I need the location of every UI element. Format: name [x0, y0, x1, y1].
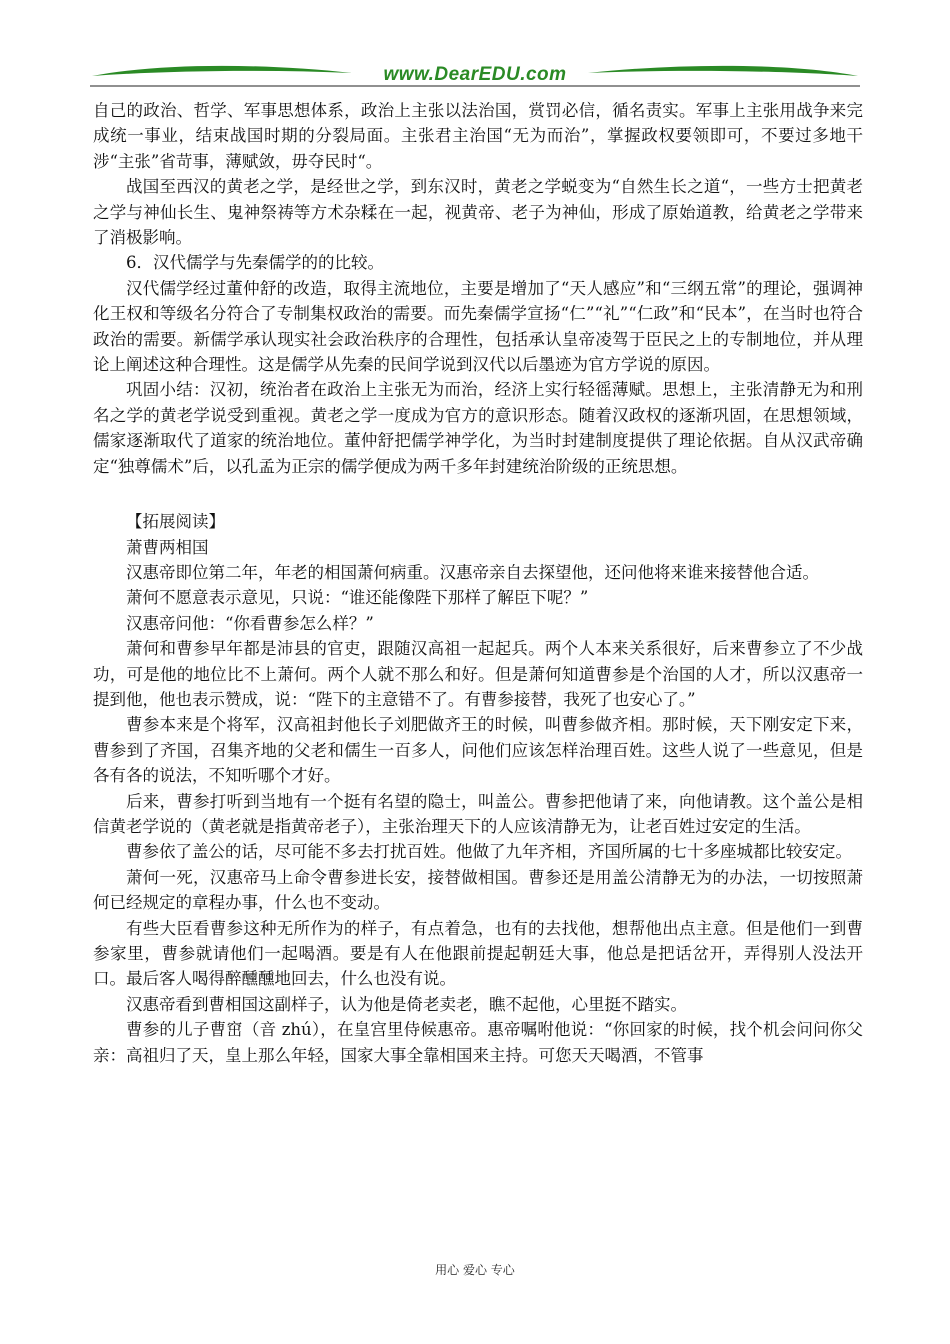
article-paragraph: 萧何一死，汉惠帝马上命令曹参进长安，接替做相国。曹参还是用盖公清静无为的办法，一切按照萧何已经规定的章程办事，什么也不变动。: [93, 867, 863, 913]
section-heading: 【拓展阅读】: [126, 512, 225, 532]
paragraph: 战国至西汉的黄老之学，是经世之学，到东汉时，黄老之学蜕变为“自然生长之道“，一些方士把黄老之学与神仙长生、鬼神祭祷等方术杂糅在一起，视黄帝、老子为神仙，形成了原始道教，给黄老之学带来了消极影响。: [93, 177, 863, 248]
paragraph: 巩固小结：汉初，统治者在政治上主张无为而治，经济上实行轻徭薄赋。思想上，主张清静无为和刑名之学的黄老学说受到重视。黄老之学一度成为官方的意识形态。随着汉政权的逐渐巩固，在思想领域，儒家逐渐取代了道家的统治地位。董仲舒把儒学神学化，为当时封建制度提供了理论依据。自从汉武帝确定“独尊儒术”后，以孔孟为正宗的儒学便成为两千多年封建统治阶级的正统思想。: [93, 380, 863, 476]
article-title: 萧曹两相国: [126, 537, 209, 557]
article-paragraph: 汉惠帝即位第二年，年老的相国萧何病重。汉惠帝亲自去探望他，还问他将来谁来接替他合适。: [126, 562, 819, 582]
article-paragraph: 曹参依了盖公的话，尽可能不多去打扰百姓。他做了九年齐相，齐国所属的七十多座城都比较安定。: [126, 842, 852, 862]
article-paragraph: 汉惠帝问他：“你看曹参怎么样？”: [126, 613, 374, 633]
article-paragraph: 汉惠帝看到曹相国这副样子，认为他是倚老卖老，瞧不起他，心里挺不踏实。: [126, 994, 687, 1014]
document-body: [93, 98, 863, 1068]
paragraph: 自己的政治、哲学、军事思想体系，政治上主张以法治国，赏罚必信，循名责实。军事上主张用战争来完成统一事业，结束战国时期的分裂局面。主张君主治国“无为而治”，掌握政权要领即可，不要过多地干涉“主张”省苛事，薄赋敛，毋夺民时“。: [93, 101, 863, 171]
article-paragraph: 后来，曹参打听到当地有一个挺有名望的隐士，叫盖公。曹参把他请了来，向他请教。这个盖公是相信黄老学说的（黄老就是指黄帝老子），主张治理天下的人应该清静无为，让老百姓过安定的生活。: [93, 791, 863, 836]
paragraph: 汉代儒学经过董仲舒的改造，取得主流地位，主要是增加了“天人感应”和“三纲五常”的理论，强调神化王权和等级名分符合了专制集权政治的需要。而先秦儒学宣扬“仁”“礼”“仁政”和“民本”，在当时也符合政治的需要。新儒学承认现实社会政治秩序的合理性，包括承认皇帝凌驾于臣民之上的专制地位，并从理论上阐述这种合理性。这是儒学从先秦的民间学说到汉代以后墨迹为官方学说的原因。: [93, 278, 863, 375]
article-paragraph: 有些大臣看曹参这种无所作为的样子，有点着急，也有的去找他，想帮他出点主意。但是他们一到曹参家里，曹参就请他们一起喝酒。要是有人在他跟前提起朝廷大事，他总是把话岔开，弄得别人没法开口。最后客人喝得醉醺醺地回去，什么也没有说。: [93, 918, 863, 989]
page-footer: 用心 爱心 专心: [435, 1263, 515, 1277]
paragraph: 6．汉代儒学与先秦儒学的的比较。: [126, 253, 384, 273]
article-paragraph: 萧何不愿意表示意见，只说：“谁还能像陛下那样了解臣下呢？”: [126, 588, 589, 608]
article-paragraph: 曹参的儿子曹窋（音 zhú），在皇宫里侍候惠帝。惠帝嘱咐他说：“你回家的时候，找个机会问问你父亲：高祖归了天，皇上那么年轻，国家大事全靠相国来主持。可您天天喝酒，不管事: [93, 1020, 863, 1065]
site-header: [90, 60, 860, 90]
article-paragraph: 曹参本来是个将军，汉高祖封他长子刘肥做齐王的时候，叫曹参做齐相。那时候，天下刚安定下来，曹参到了齐国，召集齐地的父老和儒生一百多人，问他们应该怎样治理百姓。这些人说了一些意见，但是各有各的说法，不知听哪个才好。: [93, 715, 863, 786]
section-spacer: [93, 479, 863, 509]
article-paragraph: 萧何和曹参早年都是沛县的官吏，跟随汉高祖一起起兵。两个人本来关系很好，后来曹参立了不少战功，可是他的地位比不上萧何。两个人就不那么和好。但是萧何知道曹参是个治国的人才，所以汉惠帝一提到他，他也表示赞成，说：“陛下的主意错不了。有曹参接替，我死了也安心了。”: [93, 639, 863, 709]
site-logo-text: www.DearEDU.com: [383, 64, 567, 85]
